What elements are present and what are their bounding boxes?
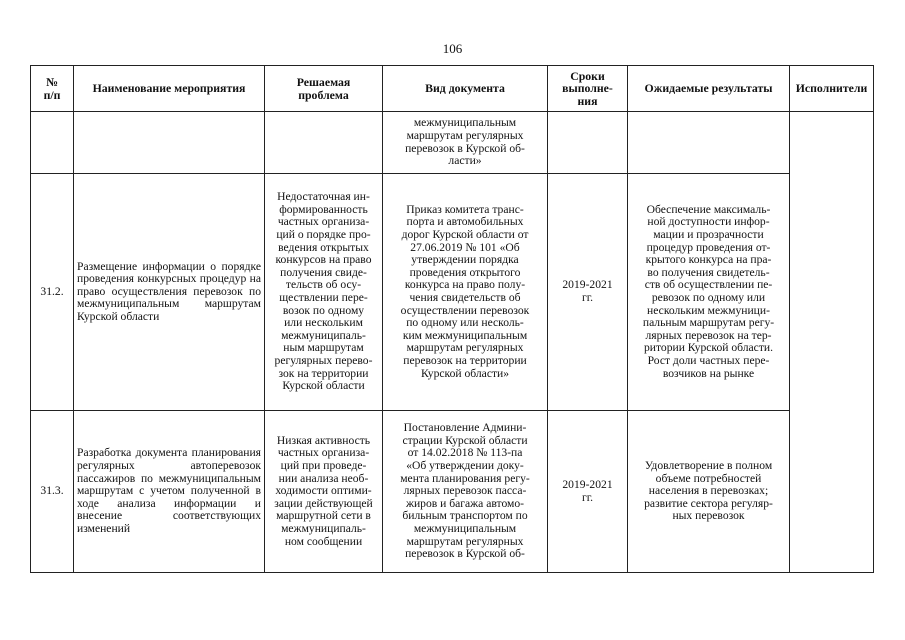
row-number: 31.3. <box>31 411 74 573</box>
cont-problem-cell <box>265 112 383 174</box>
header-term: Сроки выполне- ния <box>548 66 628 112</box>
row-number: 31.2. <box>31 174 74 411</box>
table-row <box>31 411 874 573</box>
cont-doc-cell: межмуниципальным маршрутам регулярных перевозок в Курской об- ласти» <box>383 112 548 174</box>
row-term: 2019-2021 гг. <box>548 174 628 411</box>
header-results: Ожидаемые результаты <box>628 66 790 112</box>
row-results: Обеспечение максималь- ной доступности инфор- мации и прозрачности процедур проведения от- крытого конкурса на пра- во получения свидетель- ств об осуществлении пе- ревозок по одному или нескольким межмуници- пальным маршрутам регу- лярных перевозок на тер- ритории Курской области. Рост доли частных пере- возчиков на рынке <box>628 174 790 411</box>
row-problem: Недостаточная ин- формированность частных организа- ций о порядке про- ведения открытых конкурсов на право получения свиде- тельств об осу- ществлении пере- возок по одному или нескольким межмуниципаль- ным маршрутам регулярных перево- зок на территории Курской области <box>265 174 383 411</box>
executors-cell <box>790 112 874 573</box>
cont-results-cell <box>628 112 790 174</box>
table-row-continuation <box>31 112 874 174</box>
table-header-row <box>31 66 874 112</box>
row-term: 2019-2021 гг. <box>548 411 628 573</box>
cont-num-cell <box>31 112 74 174</box>
row-results: Удовлетворение в полном объеме потребностей населения в перевозках; развитие сектора регуляр- ных перевозок <box>628 411 790 573</box>
page-number: 106 <box>442 41 463 56</box>
row-document: Постановление Админи- страции Курской области от 14.02.2018 № 113-па «Об утверждении доку- мента планирования регу- лярных перевозок пасса- жиров и багажа автомо- бильным транспортом по межмуниципальным маршрутам регулярных перевозок в Курской об- <box>383 411 548 573</box>
row-measure-name: Размещение информации о порядке проведения конкурсных процедур на право осуществления перевозок по межмуниципальным маршрутам Курской области <box>74 174 265 411</box>
cont-name-cell <box>74 112 265 174</box>
cont-term-cell <box>548 112 628 174</box>
header-name: Наименование мероприятия <box>74 66 265 112</box>
row-measure-name: Разработка документа планирования регулярных автоперевозок пассажиров по межмуниципальным маршрутам с учетом полученной в ходе анализа информации и внесение соответствующих изменений <box>74 411 265 573</box>
header-doc: Вид документа <box>383 66 548 112</box>
row-problem: Низкая активность частных организа- ций при проведе- нии анализа необ- ходимости оптими- зации действующей маршрутной сети в межмуниципаль- ном сообщении <box>265 411 383 573</box>
row-document: Приказ комитета транс- порта и автомобильных дорог Курской области от 27.06.2019 № 101 «Об утверждении порядка проведения открытого конкурса на право полу- чения свидетельств об осуществлении перевозок по одному или несколь- ким межмуниципальным маршрутам регулярных перевозок на территории Курской области» <box>383 174 548 411</box>
header-executors: Исполнители <box>790 66 874 112</box>
header-problem: Решаемая проблема <box>265 66 383 112</box>
table-row <box>31 174 874 411</box>
header-num: № п/п <box>31 66 74 112</box>
measures-table <box>30 65 874 573</box>
